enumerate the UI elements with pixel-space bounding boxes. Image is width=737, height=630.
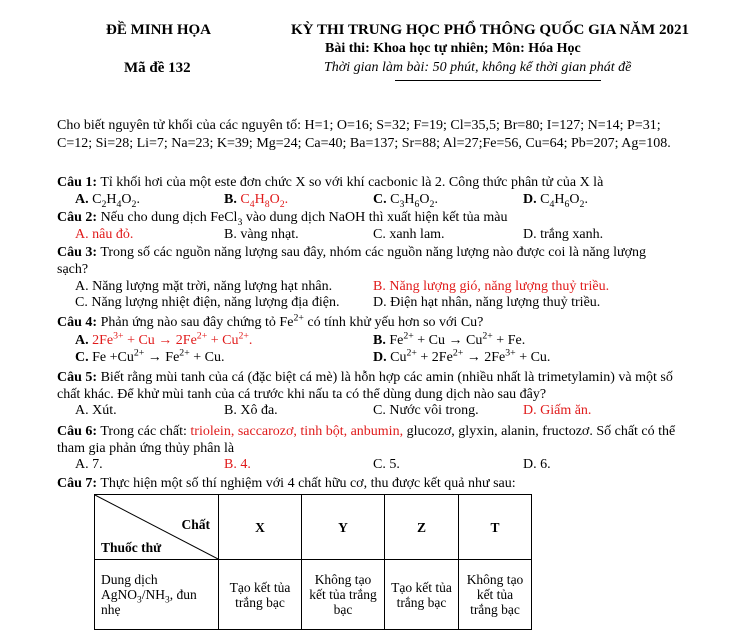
q2-option-b[interactable]: B. vàng nhạt. xyxy=(224,227,299,242)
question-text-highlight: triolein, saccarozơ, tinh bột, anbumin, xyxy=(190,424,404,439)
intro-line-1: Cho biết nguyên tử khối của các nguyên tố: H=1; O=16; S=32; F=19; Cl=35,5; Br=80; I=127; N=14; P=31; xyxy=(57,118,661,133)
intro-line-2: C=12; Si=28; Li=7; Na=23; K=39; Mg=24; Ca=40; Ba=137; Sr=88; Al=27;Fe=56, Cu=64; Pb=207; Ag=108. xyxy=(57,136,671,151)
q5-option-d[interactable]: D. Giấm ăn. xyxy=(523,403,592,418)
question-3 xyxy=(57,245,646,261)
header-reagent: Thuốc thử xyxy=(101,540,162,555)
question-4: Câu 4: Phản ứng nào sau đây chứng tỏ $Fe^{2+}$ có tính khử yếu hơn so với Cu? xyxy=(57,312,484,330)
q6-option-d[interactable]: D. 6. xyxy=(523,457,551,472)
question-1 xyxy=(57,175,603,191)
question-2: Câu 2: Nếu cho dung dịch FeCl$_3$ vào dung dịch NaOH thì xuất hiện kết tủa màu xyxy=(57,210,508,228)
question-6-cont: tham gia phản ứng thủy phân là xyxy=(57,441,235,456)
experiment-table xyxy=(94,494,532,630)
exam-label: ĐỀ MINH HỌA xyxy=(106,22,211,38)
question-label: Câu 7: xyxy=(57,476,98,491)
result-cell-t: Không tạo kết tủa trắng bạc xyxy=(459,560,532,630)
q2-option-c[interactable]: C. xanh lam. xyxy=(373,227,445,242)
q2-option-d[interactable]: D. trắng xanh. xyxy=(523,227,604,242)
question-5 xyxy=(57,370,673,386)
q4-option-c[interactable]: C. $Fe +Cu^{2+} \to Fe^{2+} + Cu$. xyxy=(75,347,225,365)
exam-title: KỲ THI TRUNG HỌC PHỔ THÔNG QUỐC GIA NĂM 2021 xyxy=(291,22,689,38)
question-5-cont: chất khác. Để khử mùi tanh của cá trước khi nấu ta có thể dùng dung dịch nào sau đây? xyxy=(57,387,547,402)
table-header-row xyxy=(95,495,532,560)
q1-option-c[interactable]: C. $C_3H_6O_2$. xyxy=(373,192,438,210)
question-label: Câu 4: xyxy=(57,315,98,330)
table-corner-cell xyxy=(95,495,219,560)
question-label: Câu 3: xyxy=(57,245,98,260)
q3-option-c[interactable]: C. Năng lượng nhiệt điện, năng lượng địa điện. xyxy=(75,295,340,310)
question-text: Biết rằng mùi tanh của cá (đặc biệt cá mè) là hỗn hợp các amin (nhiều nhất là trimetylamin) và một số xyxy=(100,370,673,385)
q5-option-b[interactable]: B. Xô đa. xyxy=(224,403,278,418)
q1-option-d[interactable]: D. $C_4H_6O_2$. xyxy=(523,192,588,210)
question-7 xyxy=(57,476,516,492)
question-label: Câu 5: xyxy=(57,370,98,385)
question-6 xyxy=(57,424,675,440)
column-header-y: Y xyxy=(302,495,385,560)
question-text: Tỉ khối hơi của một este đơn chức X so với khí cacbonic là 2. Công thức phân tử của X là xyxy=(100,175,604,190)
column-header-x: X xyxy=(219,495,302,560)
q6-option-a[interactable]: A. 7. xyxy=(75,457,103,472)
q6-option-c[interactable]: C. 5. xyxy=(373,457,400,472)
result-cell-y: Không tạo kết tủa trắng bạc xyxy=(302,560,385,630)
reagent-cell: Dung dịch $AgNO_3/NH_3$, đun nhẹ xyxy=(95,560,219,630)
table-row xyxy=(95,560,532,630)
q2-option-a[interactable]: A. nâu đỏ. xyxy=(75,227,134,242)
result-cell-x: Tạo kết tủa trắng bạc xyxy=(219,560,302,630)
question-text: Trong các chất: xyxy=(100,424,191,439)
exam-subject: Bài thi: Khoa học tự nhiên; Môn: Hóa Học xyxy=(325,41,581,56)
question-3-cont: sạch? xyxy=(57,262,89,277)
question-text: Thực hiện một số thí nghiệm với 4 chất hữu cơ, thu được kết quả như sau: xyxy=(100,476,516,491)
q5-option-c[interactable]: C. Nước vôi trong. xyxy=(373,403,479,418)
column-header-t: T xyxy=(459,495,532,560)
question-label: Câu 2: xyxy=(57,210,98,225)
q3-option-b[interactable]: B. Năng lượng gió, năng lượng thuỷ triều. xyxy=(373,279,610,294)
q4-option-b[interactable]: B. $Fe^{2+} + Cu \to Cu^{2+} + Fe$. xyxy=(373,330,526,348)
exam-time: Thời gian làm bài: 50 phút, không kể thời gian phát đề xyxy=(324,60,632,75)
q1-option-b[interactable]: B. $C_4H_8O_2$. xyxy=(224,192,289,210)
q3-option-a[interactable]: A. Năng lượng mặt trời, năng lượng hạt nhân. xyxy=(75,279,333,294)
question-text: glucozơ, glyxin, alanin, fructozơ. Số chất có thể xyxy=(403,424,676,439)
q3-option-d[interactable]: D. Điện hạt nhân, năng lượng thuỷ triều. xyxy=(373,295,601,310)
q6-option-b[interactable]: B. 4. xyxy=(224,457,251,472)
q4-option-d[interactable]: D. $Cu^{2+} + 2Fe^{2+} \to 2Fe^{3+} + Cu$. xyxy=(373,347,551,365)
question-text: Trong số các nguồn năng lượng sau đây, nhóm các nguồn năng lượng nào được coi là năng lượng xyxy=(100,245,647,260)
header-substance: Chất xyxy=(181,517,210,532)
q1-option-a[interactable]: A. $C_2H_4O_2$. xyxy=(75,192,140,210)
result-cell-z: Tạo kết tủa trắng bạc xyxy=(385,560,459,630)
question-label: Câu 1: xyxy=(57,175,98,190)
q4-option-a[interactable]: A. $2Fe^{3+} + Cu \to 2Fe^{2+} + Cu^{2+}$. xyxy=(75,330,253,348)
header-underline xyxy=(395,80,601,81)
question-label: Câu 6: xyxy=(57,424,98,439)
q5-option-a[interactable]: A. Xút. xyxy=(75,403,117,418)
column-header-z: Z xyxy=(385,495,459,560)
exam-code: Mã đề 132 xyxy=(124,60,191,76)
